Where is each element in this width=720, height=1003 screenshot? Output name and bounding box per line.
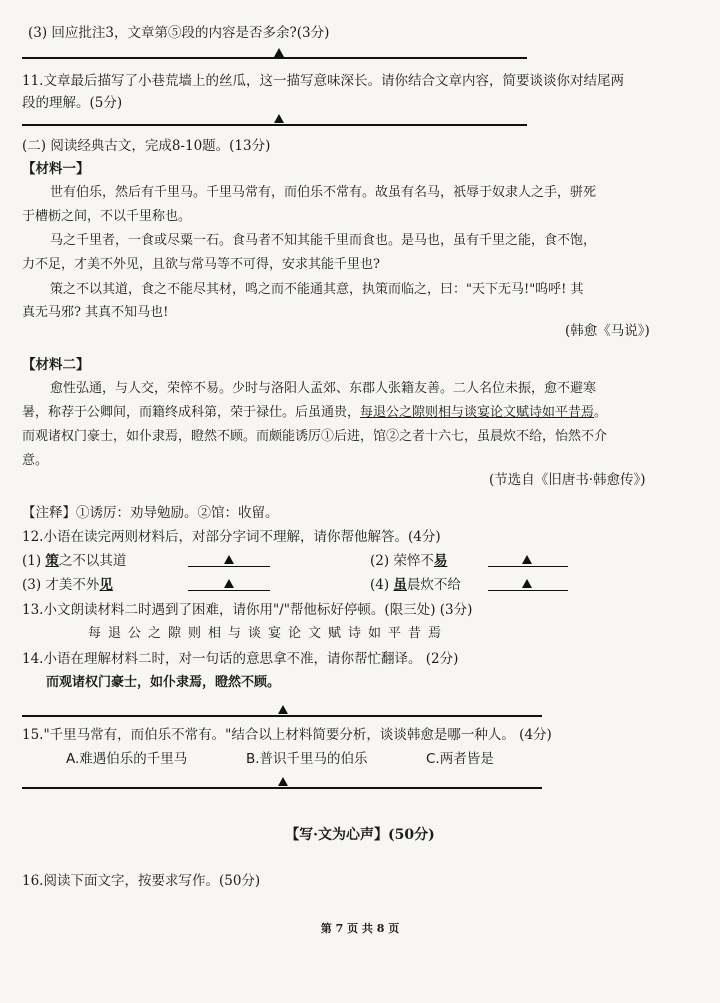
answer-blank-1[interactable] (188, 566, 270, 567)
material1-label: 【材料一】 (22, 161, 90, 177)
q13-sentence: 每退公之隙则相与谈宴论文赋诗如平昔焉 (88, 626, 449, 641)
answer-blank-2[interactable] (488, 566, 568, 567)
q15-option-a: A.难遇伯乐的千里马 (66, 751, 188, 767)
material2-label: 【材料二】 (22, 357, 90, 373)
m2-source: (节选自《旧唐书·韩愈传》) (489, 472, 646, 488)
answer-marker-icon (274, 48, 284, 57)
m1-para1-line2: 于槽枥之间，不以千里称也。 (22, 209, 192, 224)
q14-prompt: 14.小语在理解材料二时，对一句话的意思拿不准，请你帮忙翻译。 (2分) (22, 651, 459, 667)
q15-option-b: B.普识千里马的伯乐 (246, 751, 368, 767)
q10-part3: (3) 回应批注3，文章第⑤段的内容是否多余?(3分) (28, 25, 330, 41)
answer-marker-icon (522, 579, 532, 588)
answer-marker-icon (274, 114, 284, 123)
m1-para3-line1: 策之不以其道，食之不能尽其材，鸣之而不能通其意，执策而临之，曰："天下无马!"呜呼! 其 (50, 282, 584, 297)
m2-line2 (22, 404, 607, 422)
m2-line2-start: 暑，称荐于公卿间，而籍终成科第，荣于禄仕。后虽通贵， (22, 405, 361, 420)
section2-title: (二) 阅读经典古文，完成8-10题。(13分) (22, 138, 271, 154)
answer-line[interactable] (22, 715, 542, 717)
answer-line (22, 57, 527, 59)
q15-prompt: 15."千里马常有，而伯乐不常有。"结合以上材料简要分析，谈谈韩愈是哪一种人。 (4分) (22, 727, 552, 743)
q11-line1: 11.文章最后描写了小巷荒墙上的丝瓜，这一描写意味深长。请你结合文章内容，简要谈谈你对结尾两 (22, 73, 624, 89)
m1-source: (韩愈《马说》) (565, 323, 650, 339)
m2-line4: 意。 (22, 453, 49, 468)
q15-option-c: C.两者皆是 (426, 751, 494, 767)
q12-item-3: (3) 才美不外见 (22, 577, 113, 593)
page-number: 第 7 页 共 8 页 (320, 922, 400, 935)
q16-prompt: 16.阅读下面文字，按要求写作。(50分) (22, 873, 261, 889)
m2-line1: 愈性弘通，与人交，荣悴不易。少时与洛阳人孟郊、东郡人张籍友善。二人名位未振，愈不避寒 (50, 381, 597, 396)
q14-sentence: 而观诸权门豪士，如仆隶焉，瞪然不顾。 (46, 675, 281, 690)
q12-item-1: (1) 策之不以其道 (22, 553, 127, 569)
answer-marker-icon (224, 579, 234, 588)
writing-section-title: 【写·文为心声】(50分) (285, 827, 435, 843)
q13-prompt: 13.小文朗读材料二时遇到了困难，请你用"/"帮他标好停顿。(限三处) (3分) (22, 602, 473, 618)
answer-marker-icon (224, 555, 234, 564)
q11-line2: 段的理解。(5分) (22, 95, 123, 111)
m1-para3-line2: 真无马邪? 其真不知马也! (22, 305, 169, 320)
answer-line[interactable] (22, 787, 542, 789)
answer-marker-icon (278, 777, 288, 786)
m2-underlined-sentence: 每退公之隙则相与谈宴论文赋诗如平昔焉 (360, 405, 595, 420)
answer-marker-icon (522, 555, 532, 564)
q12-prompt: 12.小语在读完两则材料后，对部分字词不理解，请你帮他解答。(4分) (22, 529, 441, 545)
m1-para2-line2: 力不足，才美不外见，且欲与常马等不可得，安求其能千里也? (22, 257, 380, 272)
m1-para2-line1: 马之千里者，一食或尽粟一石。食马者不知其能千里而食也。是马也，虽有千里之能，食不饱， (50, 233, 597, 248)
notes: 【注释】①诱厉：劝导勉励。②馆：收留。 (22, 505, 279, 521)
answer-line (22, 124, 527, 126)
m1-para1-line1: 世有伯乐，然后有千里马。千里马常有，而伯乐不常有。故虽有名马，祇辱于奴隶人之手，骈死 (50, 185, 597, 200)
m2-line2-end: 。 (594, 405, 608, 420)
answer-blank-4[interactable] (488, 590, 568, 591)
answer-blank-3[interactable] (188, 590, 270, 591)
m2-line3: 而观诸权门豪士，如仆隶焉，瞪然不顾。而颇能诱厉①后进，馆②之者十六七，虽晨炊不给，怡然不介 (22, 429, 608, 444)
q12-item-4: (4) 虽晨炊不给 (370, 577, 461, 593)
q12-item-2: (2) 荣悴不易 (370, 553, 448, 569)
answer-marker-icon (278, 705, 288, 714)
